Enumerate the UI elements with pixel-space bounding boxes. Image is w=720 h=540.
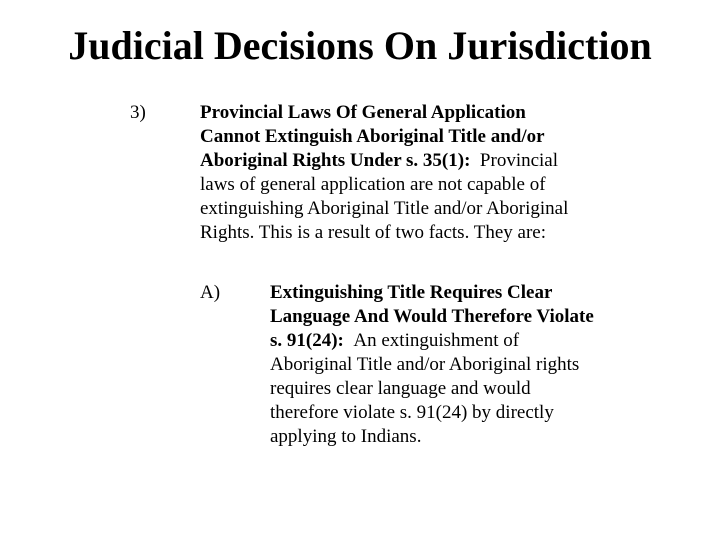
subitem-heading-line: s. 91(24): [270,330,344,351]
slide-title: Judicial Decisions On Jurisdiction [68,23,652,68]
item-heading-body-line [200,149,640,173]
item-body-line: laws of general application are not capable of [200,174,546,195]
item-heading-line: Cannot Extinguish Aboriginal Title and/or [200,126,545,147]
item-body-line: extinguishing Aboriginal Title and/or Aboriginal [200,198,569,219]
item-heading-line: Aboriginal Rights Under s. 35(1): [200,150,471,171]
subitem-body-line: Aboriginal Title and/or Aboriginal rights [270,354,580,375]
subitem-heading-body-line [270,329,670,353]
subitem-heading-line: Extinguishing Title Requires Clear [270,282,553,303]
subitem-body-line: applying to Indians. [270,426,422,447]
subitem-body-line: therefore violate s. 91(24) by directly [270,402,554,423]
item-heading-line: Provincial Laws Of General Application [200,102,526,123]
item-body-line: Rights. This is a result of two facts. They are: [200,222,546,243]
item-number: 3) [130,102,146,123]
subitem-body-line: requires clear language and would [270,378,531,399]
subitem-number: A) [200,282,221,303]
subitem-body-line: An extinguishment of [353,330,520,351]
subitem-body [270,281,670,449]
item-body [200,101,640,245]
subitem-heading-line: Language And Would Therefore Violate [270,306,594,327]
item-body-line: Provincial [479,150,559,171]
